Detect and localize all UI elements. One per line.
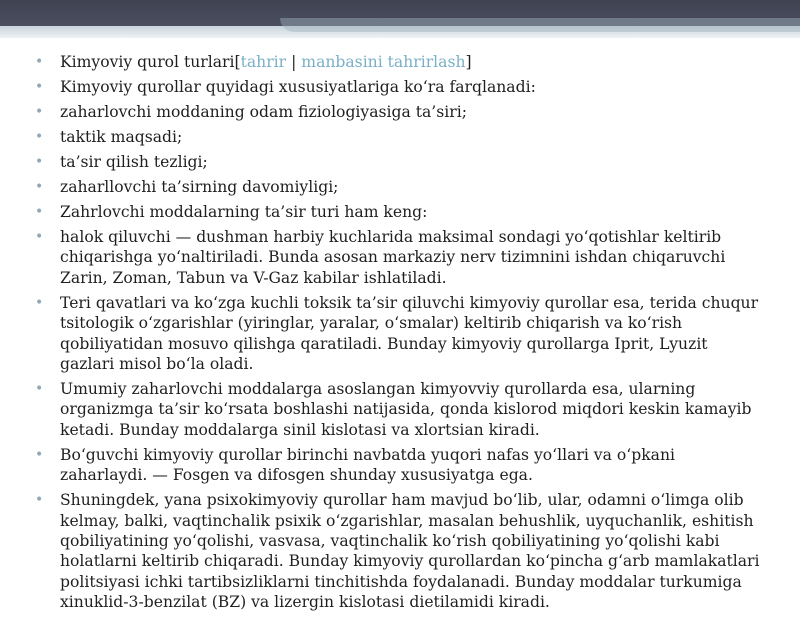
list-item <box>32 293 760 375</box>
bullet-icon: • <box>35 104 44 120</box>
bullet-icon: • <box>35 446 44 463</box>
open-bracket: [ <box>234 53 241 71</box>
slide-header-swoosh <box>280 18 800 32</box>
list-item-text: Zahrlovchi moddalarning ta’sir turi ham keng: <box>60 203 428 221</box>
link-separator: | <box>286 53 302 71</box>
list-item <box>32 152 760 172</box>
list-item <box>32 102 760 122</box>
list-item-text: Shuningdek, yana psixokimyoviy qurollar ham mavjud bo‘lib, ular, odamni o‘limga olib kelmay, balki, vaqtinchalik psixik o‘zgarishlar, masalan behushlik, uyquchanlik, eshitish qobiliyatining yo‘qolishi, vasvasa, vaqtinchalik ko‘rish qobiliyatining yo‘qolishi kabi holatlarni keltirib chiqaradi. Bunday kimyoviy qurollardan ko‘pincha g‘arb mamlakatlari politsiyasi ichki tartibsizliklarni tinchitishda foydalanadi. Bunday moddalar turkumiga xinuklid-3-benzilat (BZ) va lizergin kislotasi dietilamidi kiradi. <box>60 491 760 612</box>
list-item-text: Bo‘guvchi kimyoviy qurollar birinchi navbatda yuqori nafas yo‘llari va o‘pkani zaharlaydi. — Fosgen va difosgen shunday xususiyatga ega. <box>60 445 675 485</box>
bullet-icon: • <box>35 129 44 145</box>
bullet-icon: • <box>35 492 44 509</box>
edit-link[interactable]: tahrir <box>240 53 287 71</box>
bullet-icon: • <box>35 204 44 220</box>
bullet-icon: • <box>35 381 44 398</box>
edit-source-link[interactable]: manbasini tahrirlash <box>301 53 466 71</box>
list-item-text: ta’sir qilish tezligi; <box>60 153 208 171</box>
bullet-icon: • <box>35 179 44 195</box>
list-item <box>32 379 760 440</box>
list-item <box>32 177 760 197</box>
bullet-icon: • <box>35 54 44 70</box>
list-item <box>32 202 760 222</box>
section-heading-item <box>32 52 760 72</box>
list-item-text: Teri qavatlari va ko‘zga kuchli toksik ta’sir qiluvchi kimyoviy qurollar esa, terida chuqur tsitologik o‘zgarishlar (yiringlar, yaralar, o‘smalar) keltirib chiqarish va ko‘rish qobiliyatidan mosuvo qilishga qaratiladi. Bunday kimyoviy qurollarga Iprit, Lyuzit gazlari misol bo‘la oladi. <box>60 293 759 374</box>
bullet-icon: • <box>35 79 44 95</box>
list-item <box>32 77 760 97</box>
list-item-text: halok qiluvchi — dushman harbiy kuchlarida maksimal sondagi yo‘qotishlar keltirib chiqarishga yo‘naltiriladi. Bunda asosan markaziy nerv tizimnini ishdan chiqaruvchi Zarin, Zoman, Tabun va V-Gaz kabilar ishlatiladi. <box>60 228 726 287</box>
bullet-list <box>32 52 760 613</box>
list-item-text: zaharlovchi moddaning odam fiziologiyasiga ta’siri; <box>60 103 467 121</box>
list-item <box>32 490 760 612</box>
list-item-text: Kimyoviy qurollar quyidagi xususiyatlariga ko‘ra farqlanadi: <box>60 78 536 96</box>
bullet-icon: • <box>35 229 44 245</box>
section-heading-text: Kimyoviy qurol turlari <box>60 53 235 71</box>
list-item-text: zaharllovchi ta’sirning davomiyligi; <box>60 178 339 196</box>
slide-content <box>32 52 760 617</box>
list-item <box>32 227 760 288</box>
bullet-icon: • <box>35 294 44 311</box>
list-item <box>32 445 760 486</box>
close-bracket: ] <box>465 53 472 71</box>
list-item-text: taktik maqsadi; <box>60 128 183 146</box>
list-item-text: Umumiy zaharlovchi moddalarga asoslangan kimyovviy qurollarda esa, ularning organizmga ta’sir ko‘rsata boshlashi natijasida, qonda kislorod miqdori keskin kamayib ketadi. Bunday moddalarga sinil kislotasi va xlortsian kiradi. <box>60 380 752 439</box>
bullet-icon: • <box>35 154 44 170</box>
list-item <box>32 127 760 147</box>
